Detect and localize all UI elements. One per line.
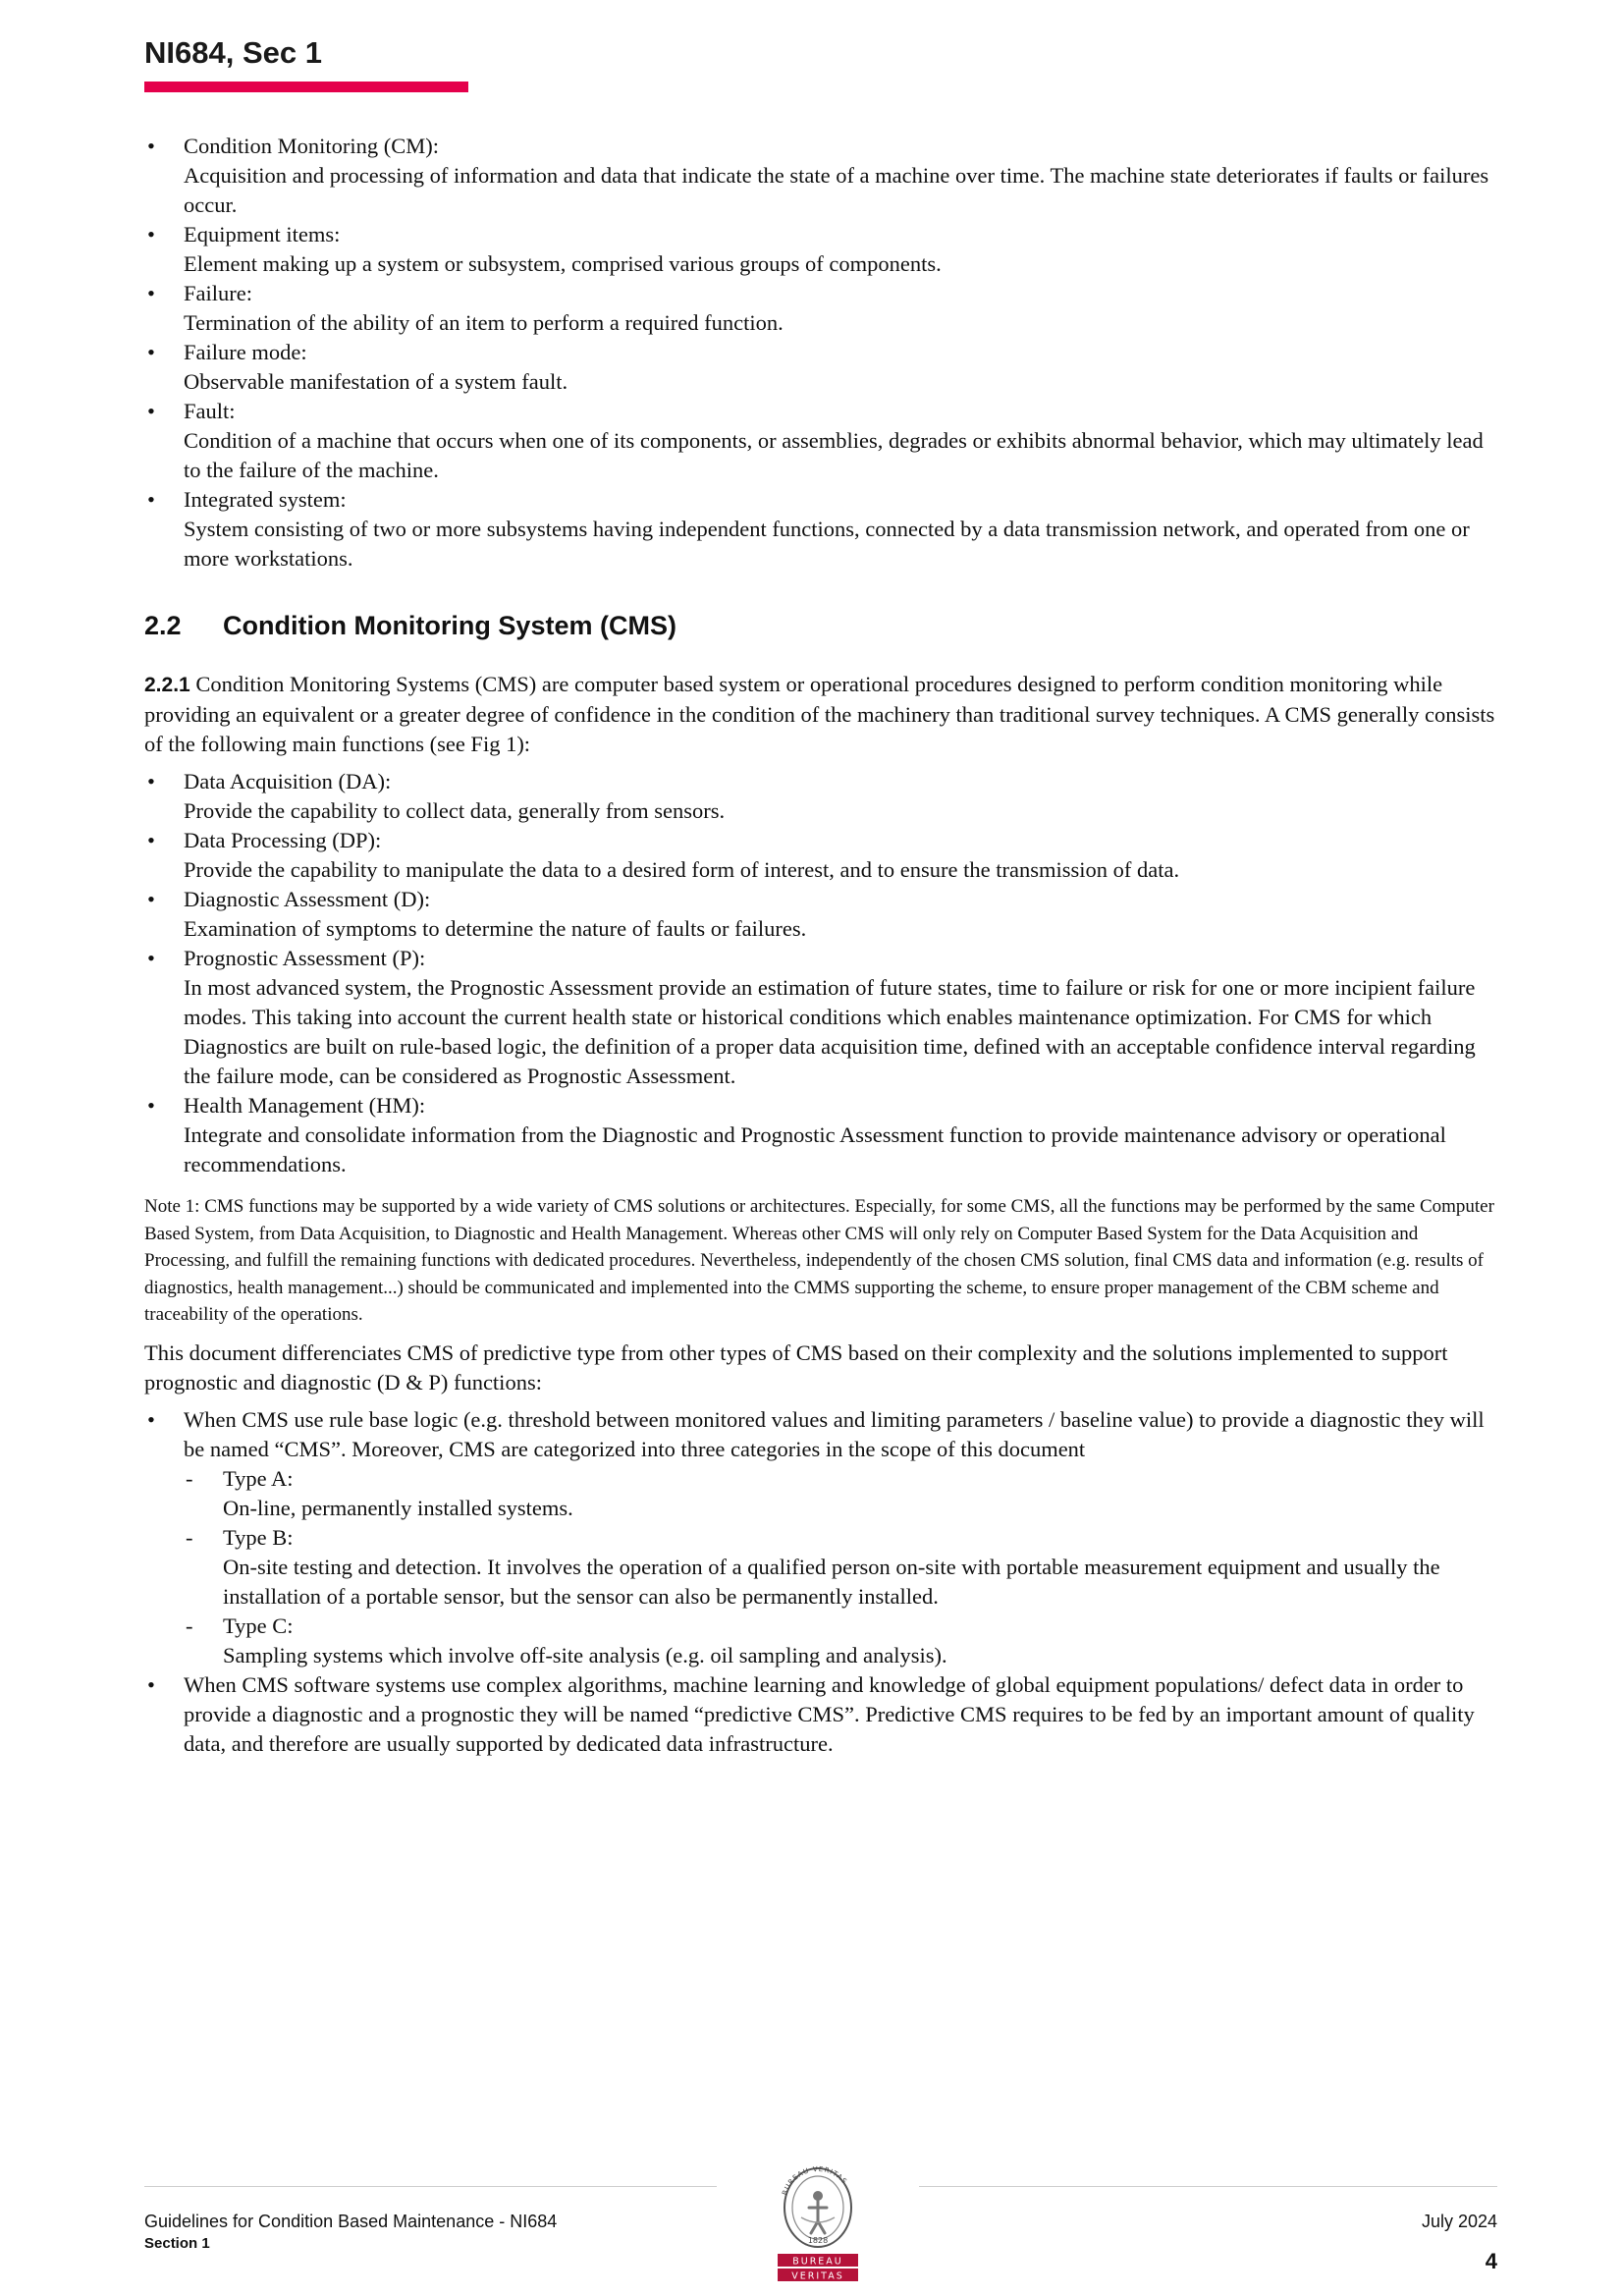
function-term: • Diagnostic Assessment (D): [144,885,1499,914]
function-term: • Data Acquisition (DA): [144,767,1499,796]
definition-desc: Acquisition and processing of information and data that indicate the state of a machine over time. The machine state deteriorates if faults or failures occur. [184,163,1489,217]
function-desc: In most advanced system, the Prognostic Assessment provide an estimation of future states, time to failure or risk for one or more incipient failure modes. This taking into account the current health state or historical conditions which enables maintenance optimization. For CMS for which Diagnostics are built on rule-based logic, the definition of a proper data acquisition time, defined with an acceptable confidence interval regarding the failure mode, can be considered as Prognostic Assessment. [184,975,1476,1088]
page-header-title: NI684, Sec 1 [144,35,322,70]
type-term: - Type A: [144,1464,1499,1494]
function-desc: Examination of symptoms to determine the nature of faults or failures. [184,916,807,941]
section-number: 2.2 [144,611,182,640]
paragraph-2-2-1 [144,670,1499,759]
definition-term: • Equipment items: [144,220,1499,249]
definition-term: • Condition Monitoring (CM): [144,132,1499,161]
definition-desc: System consisting of two or more subsystems having independent functions, connected by a data transmission network, and operated from one or more workstations. [184,517,1470,571]
definition-desc: Termination of the ability of an item to perform a required function. [184,310,784,335]
function-desc: Provide the capability to manipulate the data to a desired form of interest, and to ensure the transmission of data. [184,857,1180,882]
type-term: - Type B: [144,1523,1499,1553]
footer-doc-title: Guidelines for Condition Based Maintenance - NI684 [144,2212,558,2231]
paragraph-text: Condition Monitoring Systems (CMS) are computer based system or operational procedures designed to perform condition monitoring while providing an equivalent or a greater degree of confidence in the condition of the machinery than traditional survey techniques. A CMS generally consists of the following main functions (see Fig 1): [144,672,1495,756]
logo-word-2: VERITAS [791,2270,844,2282]
definition-term: • Fault: [144,397,1499,426]
type-desc: On-site testing and detection. It involves the operation of a qualified person on-site with portable measurement equipment and usually the installation of a portable sensor, but the sensor can also be permanently installed. [223,1554,1440,1609]
function-term: • Prognostic Assessment (P): [144,944,1499,973]
footer-date: July 2024 [1421,2212,1497,2231]
section-title: Condition Monitoring System (CMS) [223,611,676,640]
footer-section: Section 1 [144,2235,210,2252]
footer-document-info [144,2212,557,2252]
definition-term: • Failure mode: [144,338,1499,367]
definition-desc: Condition of a machine that occurs when one of its components, or assemblies, degrades or exhibits abnormal behavior, which may ultimately lead to the failure of the machine. [184,428,1484,482]
document-body [144,132,1499,1759]
intro-paragraph: This document differenciates CMS of predictive type from other types of CMS based on their complexity and the solutions implemented to support prognostic and diagnostic (D & P) functions: [144,1339,1448,1394]
logo-year: 1828 [807,2236,829,2245]
definition-term: • Failure: [144,279,1499,308]
footer-divider-left [144,2186,717,2187]
logo-arc-text: BUREAU VERITAS [781,2164,849,2197]
header-accent-bar [144,82,468,92]
svg-text:BUREAU VERITAS [781,2165,848,2197]
cms-predictive-bullet: • When CMS software systems use complex algorithms, machine learning and knowledge of global equipment populations/ defect data in order to provide a diagnostic and a prognostic they will be named “predictive CMS”. Predictive CMS requires to be fed by an important amount of quality data, and therefore are usually supported by dedicated data infrastructure. [144,1670,1499,1759]
section-heading [144,609,1499,642]
type-term: - Type C: [144,1612,1499,1641]
definition-desc: Observable manifestation of a system fault. [184,369,568,394]
type-desc: Sampling systems which involve off-site analysis (e.g. oil sampling and analysis). [223,1642,947,1667]
function-term: • Health Management (HM): [144,1091,1499,1121]
function-desc: Integrate and consolidate information from the Diagnostic and Prognostic Assessment function to provide maintenance advisory or operational recommendations. [184,1122,1446,1176]
function-term: • Data Processing (DP): [144,826,1499,855]
paragraph-number: 2.2.1 [144,674,190,696]
definition-desc: Element making up a system or subsystem, comprised various groups of components. [184,251,942,276]
footer-divider-right [919,2186,1497,2187]
logo-word-1: BUREAU [792,2256,843,2268]
page-number: 4 [1485,2249,1497,2273]
definition-term: • Integrated system: [144,485,1499,515]
type-desc: On-line, permanently installed systems. [223,1495,573,1520]
note-1: Note 1: CMS functions may be supported by a wide variety of CMS solutions or architectures. Especially, for some CMS, all the functions may be performed by the same Computer Based System, from Data Acquisition, to Diagnostic and Health Management. Whereas other CMS will only rely on Computer Based System for the Data Acquisition and Processing, and fulfill the remaining functions with dedicated procedures. Nevertheless, independently of the chosen CMS solution, final CMS data and information (e.g. results of diagnostics, health management...) should be communicated and implemented into the CMMS supporting the scheme, to ensure proper management of the CBM scheme and traceability of the operations. [144,1196,1494,1325]
bureau-veritas-logo [766,2159,870,2284]
function-desc: Provide the capability to collect data, generally from sensors. [184,798,726,823]
cms-rule-bullet: • When CMS use rule base logic (e.g. threshold between monitored values and limiting parameters / baseline value) to provide a diagnostic they will be named “CMS”. Moreover, CMS are categorized into three categories in the scope of this document [144,1405,1499,1464]
